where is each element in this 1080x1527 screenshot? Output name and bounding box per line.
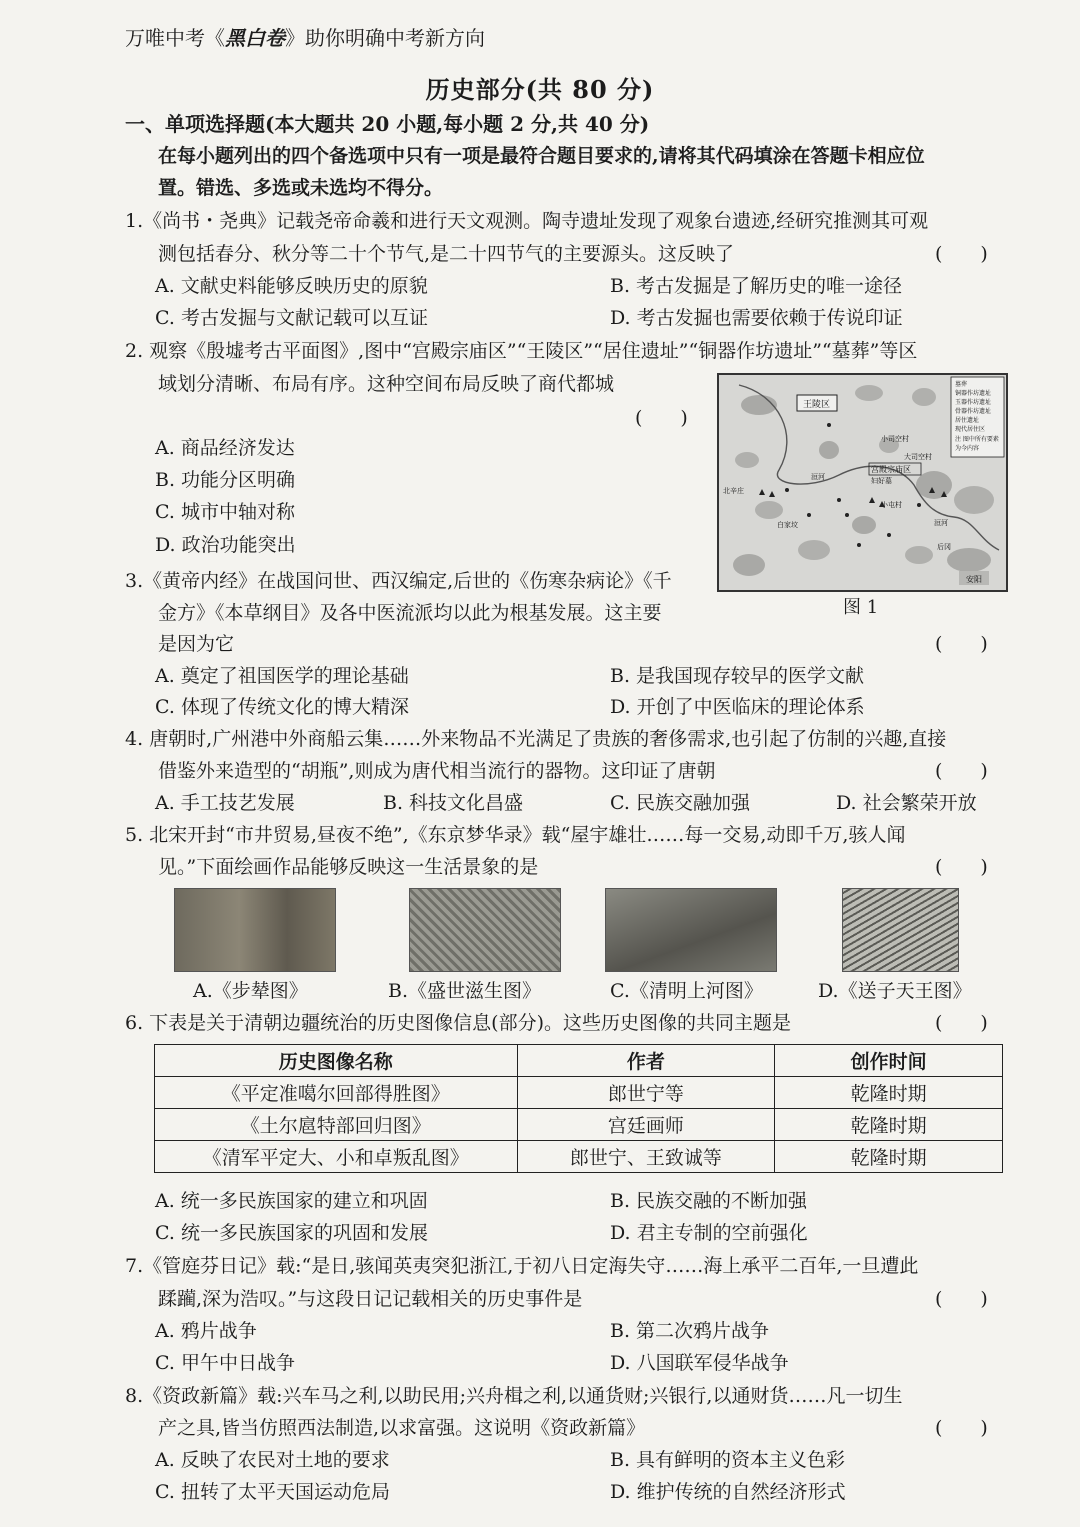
q4-stem-1: 4. 唐朝时,广州港中外商船云集……外来物品不光满足了贵族的奢侈需求,也引起了仿制的兴趣,直接 [125, 728, 947, 750]
map-label-dasikong: 大司空村 [904, 453, 932, 461]
legend-item-3: 骨器作坊遗址 [955, 408, 992, 415]
q3-option-d: D. 开创了中医临床的理论体系 [610, 696, 865, 718]
table-cell: 郎世宁等 [517, 1077, 775, 1109]
q4-option-a: A. 手工技艺发展 [155, 792, 295, 814]
q2-option-c: C. 城市中轴对称 [155, 501, 295, 523]
table-cell: 《清军平定大、小和卓叛乱图》 [155, 1141, 518, 1173]
table-cell: 乾隆时期 [775, 1109, 1003, 1141]
qing-images-table [154, 1044, 1003, 1173]
q8-option-d: D. 维护传统的自然经济形式 [610, 1481, 846, 1503]
table-cell: 郎世宁、王致诚等 [517, 1141, 775, 1173]
q2-stem-1: 2. 观察《殷墟考古平面图》,图中“宫殿宗庙区”“王陵区”“居住遗址”“铜器作坊遗址”“墓葬”等区 [125, 340, 918, 362]
legend-item-1: 铜器作坊遗址 [955, 390, 992, 397]
q5-stem-1: 5. 北宋开封“市井贸易,昼夜不绝”,《东京梦华录》载“屋宇雄壮……每一交易,动即千万,骇人闻 [125, 824, 906, 846]
instruction-line-2: 置。错选、多选或未选均不得分。 [158, 177, 444, 199]
legend-item-2: 玉器作坊遗址 [955, 399, 992, 406]
table-header-row [155, 1045, 1003, 1077]
map-label-xiaotun: 小屯村 [881, 501, 902, 509]
q5-option-a: A.《步辇图》 [193, 980, 308, 1002]
q8-stem-1: 8.《资政新篇》载:兴车马之利,以助民用;兴舟楫之利,以通货财;兴银行,以通财货……凡一切生 [125, 1385, 903, 1407]
q8-option-c: C. 扭转了太平天国运动危局 [155, 1481, 390, 1503]
map-label-baijiafen: 白家坟 [777, 521, 798, 529]
q2-option-a: A. 商品经济发达 [155, 437, 295, 459]
q2-stem-2: 域划分清晰、布局有序。这种空间布局反映了商代都城 [158, 373, 615, 395]
table-header: 创作时间 [775, 1045, 1003, 1077]
painting-songzitianwangtu [842, 888, 959, 972]
q4-option-b: B. 科技文化昌盛 [383, 792, 524, 814]
q6-option-c: C. 统一多民族国家的巩固和发展 [155, 1222, 428, 1244]
table-header: 历史图像名称 [155, 1045, 518, 1077]
table-row [155, 1109, 1003, 1141]
map-label-river-2: 洹河 [934, 519, 948, 527]
table-row [155, 1077, 1003, 1109]
q2-option-d: D. 政治功能突出 [155, 534, 296, 556]
map-label-anyang: 安阳 [966, 575, 982, 584]
q8-stem-2: 产之具,皆当仿照西法制造,以求富强。这说明《资政新篇》 [158, 1417, 646, 1439]
q3-stem-1: 3.《黄帝内经》在战国问世、西汉编定,后世的《伤寒杂病论》《千 [125, 570, 672, 592]
table-cell: 《平定准噶尔回部得胜图》 [155, 1077, 518, 1109]
q7-stem-1: 7.《管庭芬日记》载:“是日,骇闻英夷突犯浙江,于初八日定海失守……海上承平二百年,一旦遭此 [125, 1255, 919, 1277]
header-pre: 万唯中考《 [125, 26, 225, 50]
table-header: 作者 [517, 1045, 775, 1077]
table-cell: 乾隆时期 [775, 1077, 1003, 1109]
q6-option-a: A. 统一多民族国家的建立和巩固 [155, 1190, 428, 1212]
legend-item-5: 现代居住区 [955, 426, 986, 433]
q5-answer-paren: ( ) [935, 856, 988, 878]
map-label-hougang: 后冈 [937, 543, 951, 551]
q6-option-d: D. 君主专制的空前强化 [610, 1222, 808, 1244]
q4-stem-2: 借鉴外来造型的“胡瓶”,则成为唐代相当流行的器物。这印证了唐朝 [158, 760, 716, 782]
q4-option-d: D. 社会繁荣开放 [836, 792, 977, 814]
legend-item-7: 为今内容 [955, 445, 980, 452]
q4-answer-paren: ( ) [935, 760, 988, 782]
q1-option-c: C. 考古发掘与文献记载可以互证 [155, 307, 428, 329]
map-label-gongdian: 宫殿宗庙区 [871, 465, 911, 474]
q3-stem-2: 金方》《本草纲目》及各中医流派均以此为根基发展。这主要 [158, 602, 662, 624]
q1-stem-2: 测包括春分、秋分等二十个节气,是二十四节气的主要源头。这反映了 [158, 243, 735, 265]
q7-option-c: C. 甲午中日战争 [155, 1352, 295, 1374]
map-label-xiaosikong: 小司空村 [881, 435, 909, 443]
q8-answer-paren: ( ) [935, 1417, 988, 1439]
q6-option-b: B. 民族交融的不断加强 [610, 1190, 808, 1212]
q2-option-b: B. 功能分区明确 [155, 469, 296, 491]
q1-stem-1: 1.《尚书・尧典》记载尧帝命羲和进行天文观测。陶寺遗址发现了观象台遗迹,经研究推测其可观 [125, 210, 929, 232]
page-title: 历史部分(共 80 分) [425, 75, 655, 104]
legend-item-6: 注 图中所有要素 [955, 436, 999, 443]
yinxu-map-svg [719, 375, 1006, 590]
legend-item-0: 墓葬 [955, 381, 968, 388]
q2-answer-paren: ( ) [635, 407, 688, 429]
section-heading: 一、单项选择题(本大题共 20 小题,每小题 2 分,共 40 分) [125, 112, 650, 136]
q3-stem-3: 是因为它 [158, 633, 235, 655]
painting-buniantu [174, 888, 336, 972]
q8-option-b: B. 具有鲜明的资本主义色彩 [610, 1449, 846, 1471]
header-brand: 黑白卷 [225, 26, 285, 50]
q5-option-c: C.《清明上河图》 [610, 980, 763, 1002]
q3-option-b: B. 是我国现存较早的医学文献 [610, 665, 865, 687]
q1-option-d: D. 考古发掘也需要依赖于传说印证 [610, 307, 903, 329]
q7-answer-paren: ( ) [935, 1288, 988, 1310]
q6-stem-1: 6. 下表是关于清朝边疆统治的历史图像信息(部分)。这些历史图像的共同主题是 [125, 1012, 791, 1034]
map-label-beixin: 北辛庄 [723, 487, 744, 495]
table-row [155, 1141, 1003, 1173]
q4-option-c: C. 民族交融加强 [610, 792, 750, 814]
q1-answer-paren: ( ) [935, 243, 988, 265]
q5-option-b: B.《盛世滋生图》 [388, 980, 542, 1002]
table-cell: 宫廷画师 [517, 1109, 775, 1141]
map-caption: 图 1 [843, 597, 879, 618]
table-cell: 《土尔扈特部回归图》 [155, 1109, 518, 1141]
header-post: 》助你明确中考新方向 [285, 26, 485, 50]
map-label-wangling: 王陵区 [803, 400, 831, 410]
q5-stem-2: 见。”下面绘画作品能够反映这一生活景象的是 [158, 856, 539, 878]
map-label-fuhao: 妇好墓 [871, 477, 892, 485]
q3-answer-paren: ( ) [935, 633, 988, 655]
q7-stem-2: 蹂躏,深为浩叹。”与这段日记记载相关的历史事件是 [158, 1288, 583, 1310]
yinxu-map-figure [717, 373, 1008, 592]
page-header [125, 22, 485, 51]
painting-qingmingshanghetu [605, 888, 777, 972]
q3-option-a: A. 奠定了祖国医学的理论基础 [155, 665, 409, 687]
painting-shengshizishengtu [409, 888, 561, 972]
q1-option-b: B. 考古发掘是了解历史的唯一途径 [610, 275, 903, 297]
q6-answer-paren: ( ) [935, 1012, 988, 1034]
q3-option-c: C. 体现了传统文化的博大精深 [155, 696, 409, 718]
legend-item-4: 居住遗址 [955, 417, 980, 424]
q7-option-b: B. 第二次鸦片战争 [610, 1320, 770, 1342]
instruction-line-1: 在每小题列出的四个备选项中只有一项是最符合题目要求的,请将其代码填涂在答题卡相应位 [158, 145, 925, 167]
q1-option-a: A. 文献史料能够反映历史的原貌 [155, 275, 428, 297]
q7-option-d: D. 八国联军侵华战争 [610, 1352, 789, 1374]
map-label-river-1: 洹河 [811, 473, 825, 481]
table-cell: 乾隆时期 [775, 1141, 1003, 1173]
q7-option-a: A. 鸦片战争 [155, 1320, 257, 1342]
q5-option-d: D.《送子天王图》 [818, 980, 972, 1002]
q8-option-a: A. 反映了农民对土地的要求 [155, 1449, 390, 1471]
